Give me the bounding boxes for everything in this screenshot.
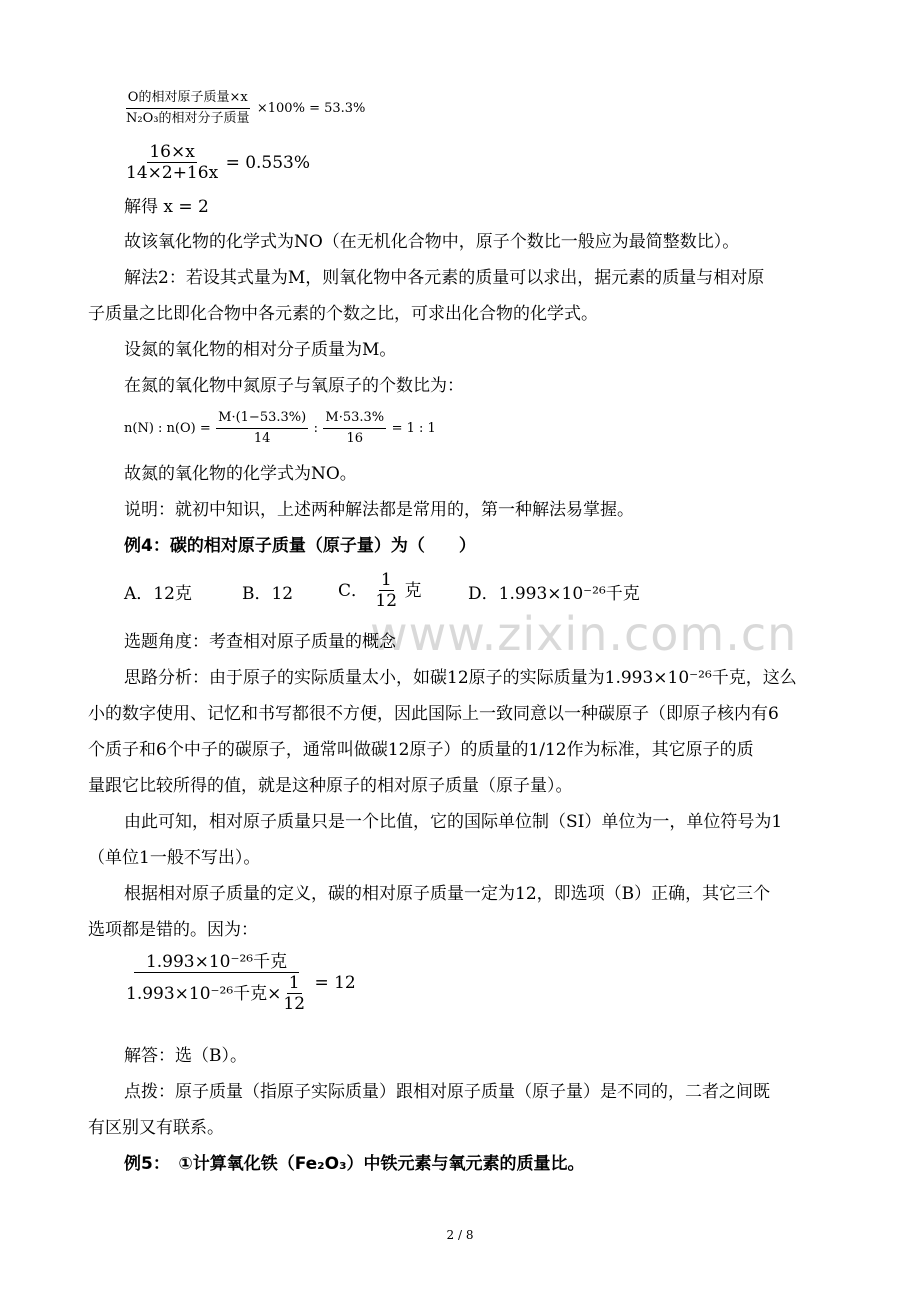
equation-4-den-prefix: 1.993×10⁻²⁶千克× — [126, 983, 282, 1004]
answer-line: 解答：选（B）。 — [124, 1046, 247, 1066]
equation-2 — [124, 142, 884, 183]
equation-2-denominator: 14×2+16x — [126, 163, 219, 183]
conclusion-2: 故氮的氧化物的化学式为NO。 — [124, 464, 357, 484]
solve-line: 解得 x = 2 — [124, 197, 209, 217]
equation-3-f1-numerator: M·(1−53.3%) — [216, 408, 308, 429]
equation-3-lhs: n(N) : n(O) = — [124, 420, 211, 436]
analysis-line-2: 小的数字使用、记忆和书写都很不方便，因此国际上一致同意以一种碳原子（即原子核内有6 — [88, 704, 779, 724]
method2-line-1: 解法2：若设其式量为M，则氧化物中各元素的质量可以求出，据元素的质量与相对原 — [124, 268, 765, 288]
method2-line-2: 子质量之比即化合物中各元素的个数之比，可求出化合物的化学式。 — [88, 304, 598, 324]
equation-3-f1-denominator: 14 — [253, 431, 271, 446]
analysis-line-3: 个质子和6个中子的碳原子，通常叫做碳12原子）的质量的1/12作为标准，其它原子的质 — [88, 740, 754, 760]
set-molar-mass: 设氮的氧化物的相对分子质量为M。 — [124, 340, 397, 360]
example-4-title: 例4：碳的相对原子质量（原子量）为（ ） — [124, 536, 476, 556]
option-b: B．12 — [242, 584, 294, 604]
equation-1-fraction — [124, 88, 251, 129]
equation-1 — [124, 88, 884, 129]
equation-3-fraction-2 — [323, 408, 386, 449]
analysis-line-1: 思路分析：由于原子的实际质量太小，如碳12原子的实际质量为1.993×10⁻²⁶千克，这么 — [124, 668, 797, 688]
page-number: 2 / 8 — [446, 1228, 474, 1242]
equation-3 — [124, 408, 884, 449]
example-5-title: 例5： ①计算氧化铁（Fe₂O₃）中铁元素与氧元素的质量比。 — [124, 1154, 585, 1174]
equation-1-numerator: O的相对原子质量×x — [126, 88, 250, 109]
definition-line-1: 根据相对原子质量的定义，碳的相对原子质量一定为12，即选项（B）正确，其它三个 — [124, 884, 771, 904]
note-line: 说明：就初中知识，上述两种解法都是常用的，第一种解法易掌握。 — [124, 500, 634, 520]
equation-4-inner-numerator: 1 — [288, 973, 300, 993]
equation-3-fraction-1 — [216, 408, 308, 449]
angle-line: 选题角度：考查相对原子质量的概念 — [124, 632, 396, 652]
equation-4-numerator: 1.993×10⁻²⁶千克 — [134, 952, 299, 973]
conclusion-1: 故该氧化物的化学式为NO（在无机化合物中，原子个数比一般应为最简整数比）。 — [124, 232, 740, 252]
equation-4-inner-denominator: 12 — [283, 994, 306, 1014]
option-a: A．12克 — [124, 584, 192, 604]
definition-line-2: 选项都是错的。因为： — [88, 920, 258, 940]
tip-line-1: 点拨：原子质量（指原子实际质量）跟相对原子质量（原子量）是不同的，二者之间既 — [124, 1082, 770, 1102]
option-c-fraction — [373, 570, 399, 611]
equation-3-rhs: = 1 : 1 — [391, 420, 436, 436]
analysis-line-4: 量跟它比较所得的值，就是这种原子的相对原子质量（原子量）。 — [88, 776, 573, 796]
unit-line-2: （单位1一般不写出）。 — [88, 848, 261, 868]
equation-4-inner-fraction — [281, 973, 307, 1014]
equation-2-rhs: = 0.553% — [225, 152, 311, 173]
option-c-suffix: 克 — [404, 580, 422, 601]
option-c — [338, 570, 421, 611]
option-c-numerator: 1 — [380, 570, 392, 590]
equation-3-f2-denominator: 16 — [346, 431, 364, 446]
tip-line-2: 有区别又有联系。 — [88, 1118, 224, 1138]
unit-line-1: 由此可知，相对原子质量只是一个比值，它的国际单位制（SI）单位为一，单位符号为1 — [124, 812, 783, 832]
option-d: D．1.993×10⁻²⁶千克 — [468, 584, 640, 604]
equation-4-denominator — [124, 973, 309, 1014]
equation-1-denominator: N₂O₃的相对分子质量 — [126, 111, 250, 126]
equation-4 — [124, 952, 884, 1014]
equation-3-colon: : — [313, 420, 318, 436]
equation-4-rhs: = 12 — [314, 973, 356, 993]
option-c-prefix: C． — [338, 580, 369, 601]
equation-1-rhs: ×100% = 53.3% — [256, 100, 366, 116]
equation-2-numerator: 16×x — [149, 142, 195, 162]
equation-3-f2-numerator: M·53.3% — [323, 408, 386, 429]
equation-4-fraction — [124, 952, 309, 1014]
option-c-denominator: 12 — [375, 591, 398, 611]
watermark: www.zixin.com.cn — [370, 607, 798, 661]
atom-ratio-intro: 在氮的氧化物中氮原子与氧原子的个数比为： — [124, 376, 464, 396]
equation-2-fraction — [124, 142, 220, 183]
